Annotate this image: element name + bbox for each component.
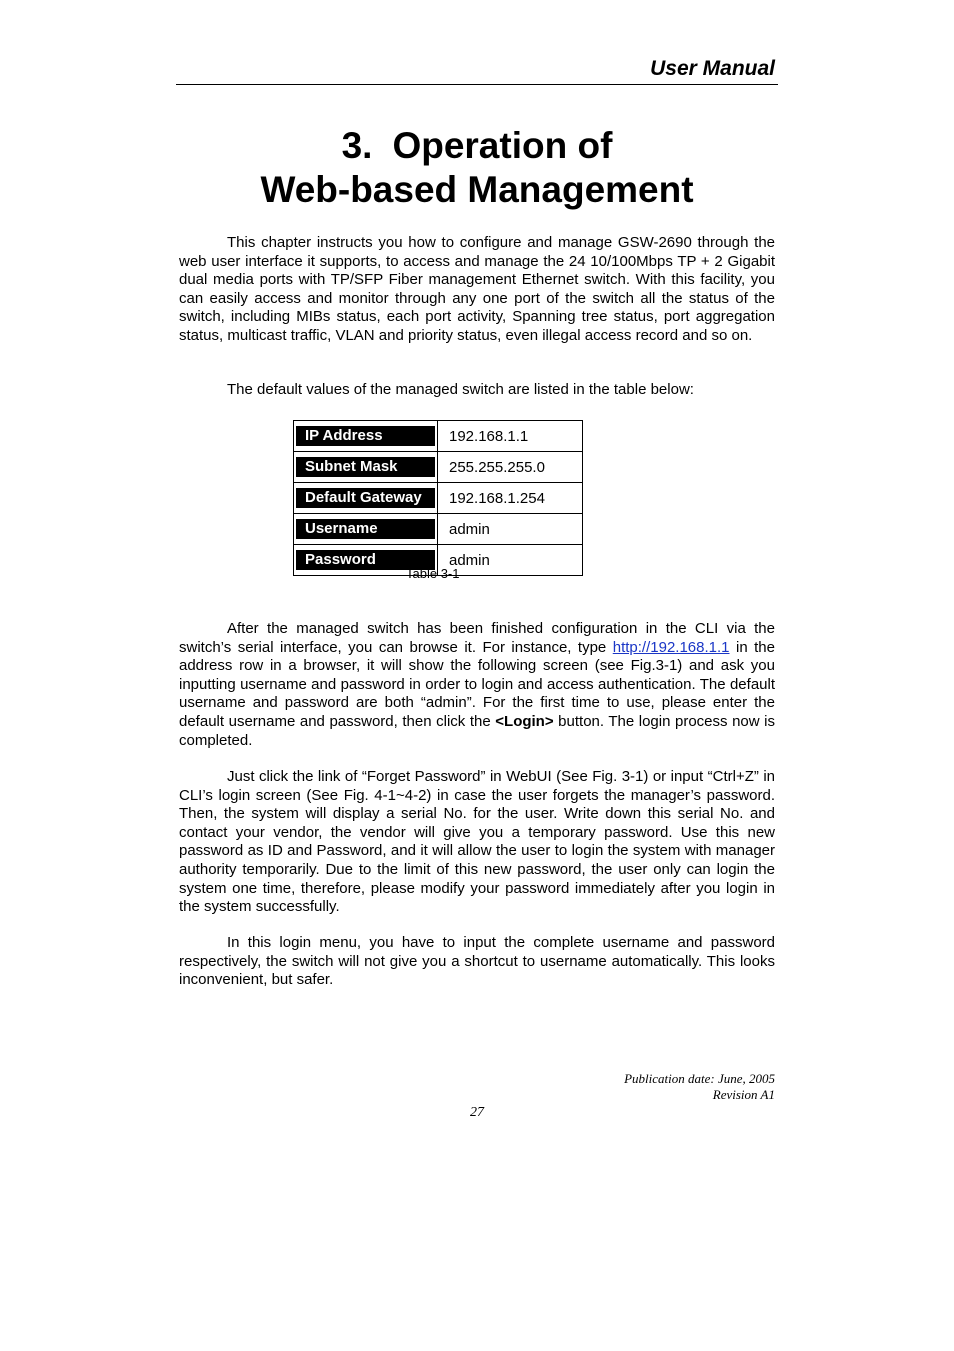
intro-text: This chapter instructs you how to configure and manage GSW-2690 through the web user interface it supports, to access and manage the 24 10/100Mbps TP + 2 Gigabit dual media ports with TP/SFP Fiber management Ethernet switch. With this facility, you can easily access and monitor through any one port of the switch all the status of the switch, including MIBs status, each port activity, Spanning tree status, port aggregation status, multicast traffic, VLAN and priority status, even illegal access record and so on.: [179, 234, 775, 344]
table-key: Username: [296, 519, 435, 539]
table-intro: The default values of the managed switch are listed in the table below:: [227, 381, 694, 398]
table-row: [294, 514, 583, 545]
chapter-title-text: Operation of: [392, 125, 613, 166]
forget-password-text: Just click the link of “Forget Password” in WebUI (See Fig. 3-1) or input “Ctrl+Z” in CLI’s login screen (See Fig. 4-1~4-2) in case the user forgets the manager’s password. Then, the system will display a serial No. for the user. Write down this serial No. and contact your vendor, the vendor will give you a temporary password. Use this new password as ID and Password, and it will allow the user to login the system with manager authority temporarily. Due to the limit of this new password, the user only can login the system one time, therefore, please modify your password immediately after you login in the system successfully.: [179, 768, 775, 916]
table-value: 192.168.1.1: [438, 421, 583, 452]
table-value: 255.255.255.0: [438, 452, 583, 483]
table-key: IP Address: [296, 426, 435, 446]
chapter-title: [176, 124, 778, 212]
forget-password-paragraph: [179, 768, 775, 917]
table-row: [294, 452, 583, 483]
table-row: [294, 421, 583, 452]
table-key: Subnet Mask: [296, 457, 435, 477]
page-number: 27: [470, 1105, 484, 1120]
login-button-reference: <Login>: [495, 712, 554, 730]
table-value: 192.168.1.254: [438, 483, 583, 514]
chapter-number: 3.: [341, 125, 373, 166]
chapter-title-line1: [176, 124, 778, 168]
browser-address-link[interactable]: http://192.168.1.1: [612, 638, 730, 656]
footer-meta: [624, 1071, 775, 1103]
defaults-table: [293, 420, 583, 576]
header-title: User Manual: [650, 57, 775, 80]
table-value: admin: [438, 545, 583, 576]
intro-paragraph: [179, 234, 775, 346]
publication-date: Publication date: June, 2005: [624, 1071, 775, 1086]
revision: Revision A1: [712, 1087, 775, 1102]
login-text-after: in the address row in a browser, it will show the following screen (see Fig.3-1) and ask you inputting username and password in order to login and access authentication. The default username and password are both “admin”. For the first time to use, please enter the default username and password, then click the: [179, 638, 775, 730]
table-key: Default Gateway: [296, 488, 435, 508]
login-paragraph: [179, 620, 775, 750]
header-rule: [176, 84, 778, 85]
login-menu-text: In this login menu, you have to input the complete username and password respectively, the switch will not give you a shortcut to username automatically. This looks inconvenient, but safer.: [179, 934, 775, 989]
table-key: Password: [296, 550, 435, 570]
table-value: admin: [438, 514, 583, 545]
chapter-title-line2: Web-based Management: [260, 169, 694, 210]
login-text-before: After the managed switch has been finished configuration in the CLI via the switch’s serial interface, you can browse it. For instance, type: [179, 620, 775, 656]
table-row: [294, 483, 583, 514]
table-caption: Table 3-1: [406, 566, 460, 581]
login-text-end: button. The login process now is completed.: [179, 712, 775, 749]
login-menu-paragraph: [179, 934, 775, 990]
